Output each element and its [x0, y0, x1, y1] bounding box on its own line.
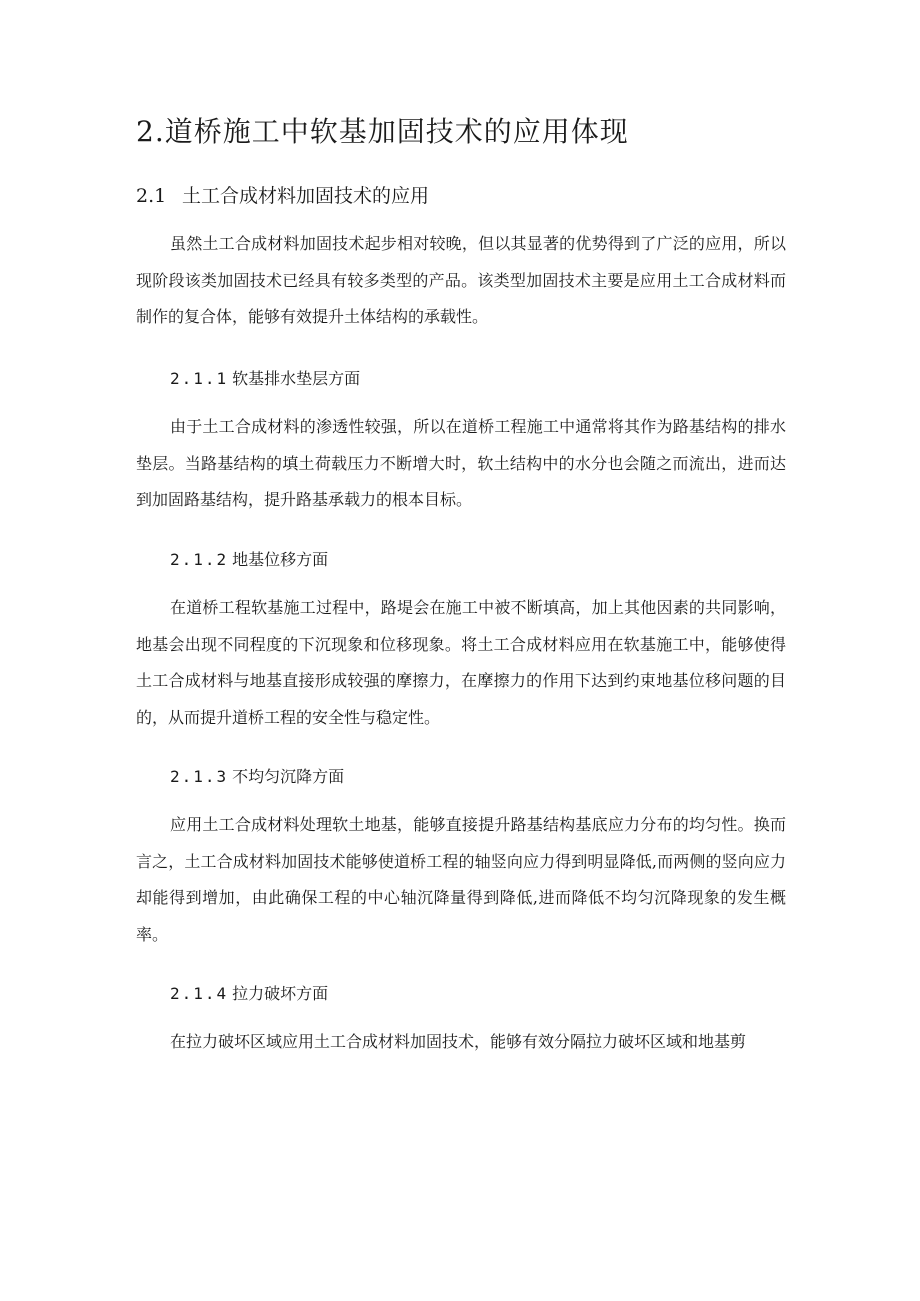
section-title: 土工合成材料加固技术的应用: [182, 185, 430, 207]
section-title: 拉力破坏方面: [232, 984, 329, 1003]
heading-2-1-3: [170, 764, 344, 787]
paragraph-2-1-2: 在道桥工程软基施工过程中，路堤会在施工中被不断填高，加上其他因素的共同影响，地基会出现不同程度的下沉现象和位移现象。将土工合成材料应用在软基施工中，能够使得土工合成材料与地基直接形成较强的摩擦力，在摩擦力的作用下达到约束地基位移问题的目的，从而提升道桥工程的安全性与稳定性。: [136, 598, 786, 727]
section-number: 2.1.4: [170, 984, 229, 1003]
section-title: 软基排水垫层方面: [232, 369, 361, 388]
section-number: 2.1: [136, 185, 167, 207]
heading-2-1: [136, 181, 429, 208]
section-title: 不均匀沉降方面: [232, 767, 345, 786]
paragraph-2-1-3: 应用土工合成材料处理软土地基，能够直接提升路基结构基底应力分布的均匀性。换而言之，土工合成材料加固技术能够使道桥工程的轴竖向应力得到明显降低,而两侧的竖向应力却能得到增加，由此确保工程的中心轴沉降量得到降低,进而降低不均匀沉降现象的发生概率。: [136, 815, 786, 944]
section-number: 2.1.2: [170, 550, 229, 569]
paragraph-2-1: 虽然土工合成材料加固技术起步相对较晚，但以其显著的优势得到了广泛的应用，所以现阶段该类加固技术已经具有较多类型的产品。该类型加固技术主要是应用土工合成材料而制作的复合体，能够有效提升土体结构的承载性。: [136, 234, 786, 326]
paragraph-2-1-1: 由于土工合成材料的渗透性较强，所以在道桥工程施工中通常将其作为路基结构的排水垫层。当路基结构的填土荷载压力不断增大时，软土结构中的水分也会随之而流出，进而达到加固路基结构，提升路基承载力的根本目标。: [136, 417, 786, 509]
section-title: 地基位移方面: [232, 550, 329, 569]
section-number: 2.1.3: [170, 767, 229, 786]
paragraph-2-1-4: 在拉力破坏区域应用土工合成材料加固技术，能够有效分隔拉力破坏区域和地基剪: [170, 1032, 747, 1051]
heading-2-1-4: [170, 981, 328, 1004]
heading-2: 2.道桥施工中软基加固技术的应用体现: [136, 115, 629, 148]
heading-2-1-2: [170, 547, 328, 570]
section-number: 2.1.1: [170, 369, 229, 388]
heading-2-1-1: [170, 366, 360, 389]
